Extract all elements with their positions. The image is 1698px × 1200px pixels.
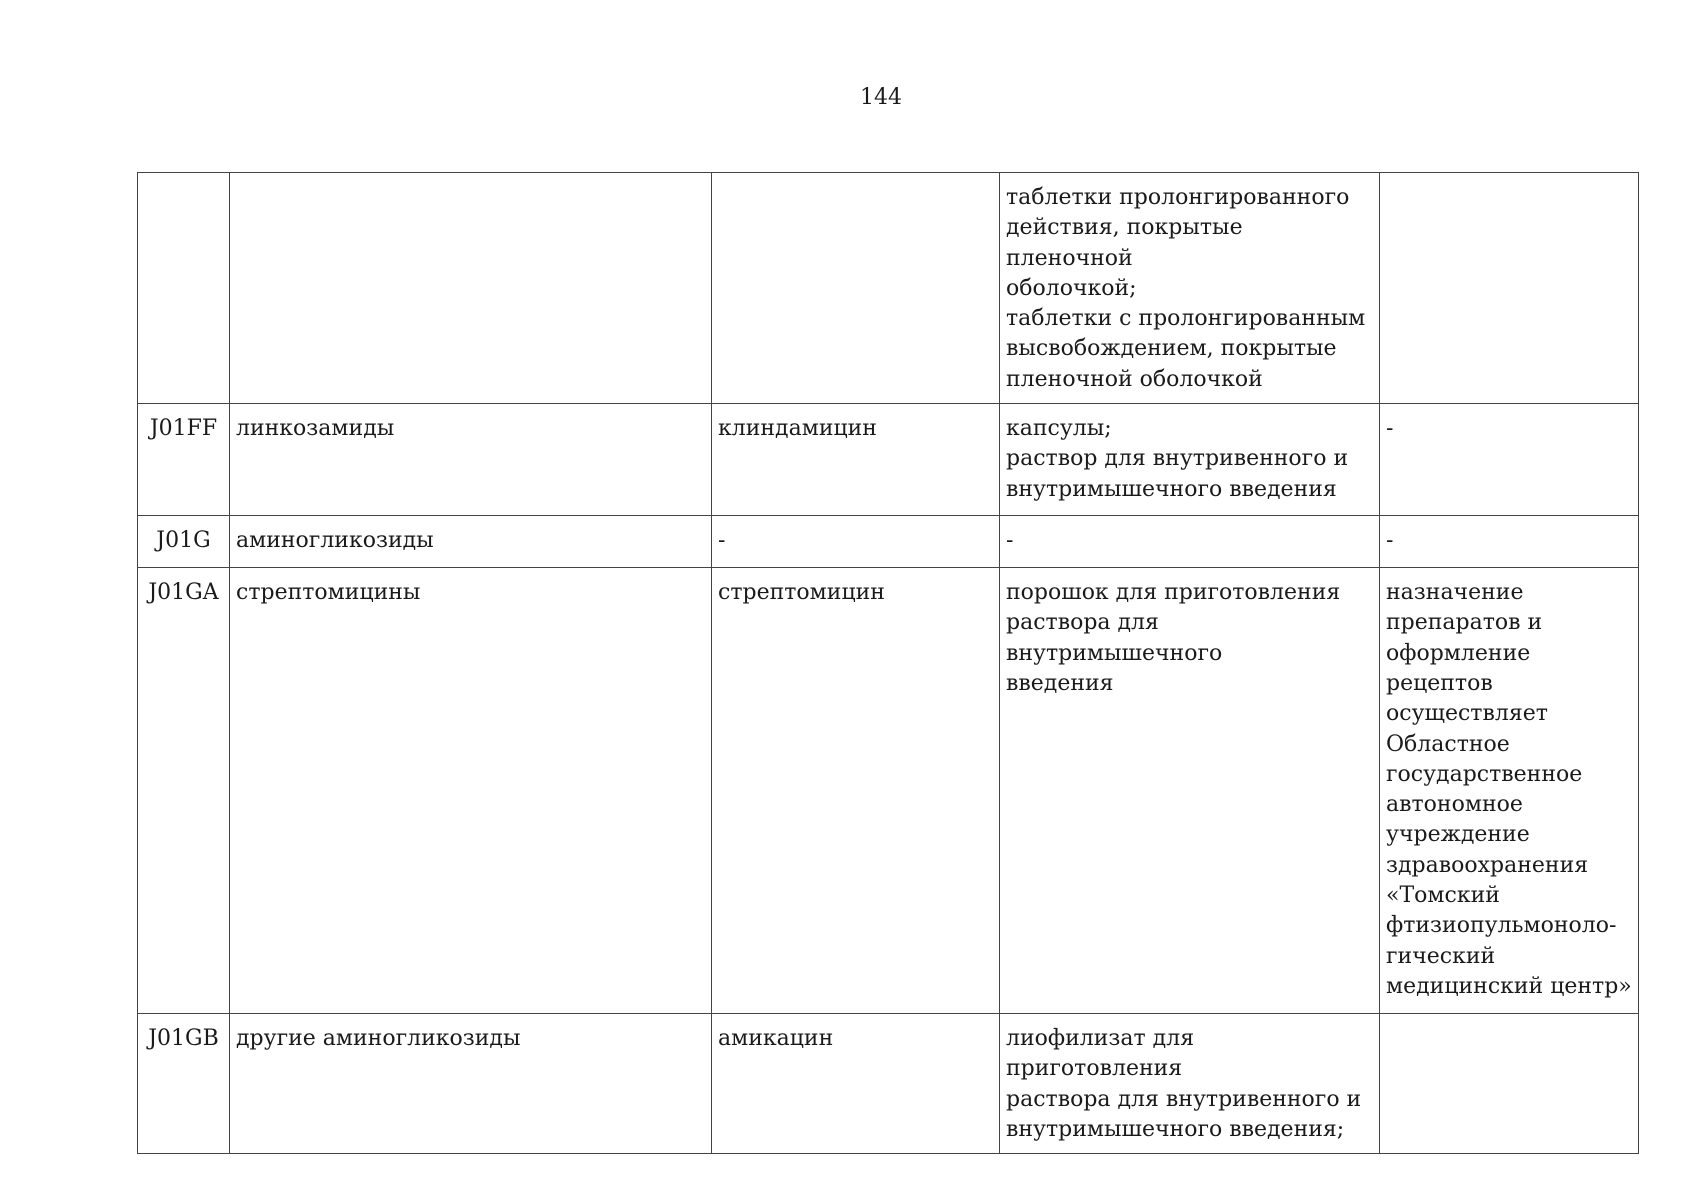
note-line: -: [1386, 528, 1394, 554]
drug-table: [137, 172, 1639, 1154]
dosage-form-line: действия, покрытые пленочной: [1006, 215, 1243, 271]
note-line: автономное: [1386, 792, 1523, 818]
table-row: [138, 568, 1639, 1014]
atc-code-cell: J01G: [138, 516, 230, 568]
dosage-form-line: внутримышечного введения;: [1006, 1116, 1345, 1142]
dosage-form-line: капсулы;: [1006, 416, 1112, 442]
dosage-form-line: таблетки с пролонгированным: [1006, 306, 1366, 332]
dosage-form-line: пленочной оболочкой: [1006, 366, 1263, 392]
note-line: гический: [1386, 943, 1496, 969]
note-cell: [1380, 173, 1639, 404]
substance-cell: -: [712, 516, 1000, 568]
note-line: осуществляет: [1386, 701, 1548, 727]
substance-cell: стрептомицин: [712, 568, 1000, 1014]
dosage-form-line: лиофилизат для приготовления: [1006, 1026, 1195, 1082]
note-line: здравоохранения: [1386, 852, 1589, 878]
table-row: [138, 173, 1639, 404]
table-row: [138, 516, 1639, 568]
note-line: -: [1386, 416, 1394, 442]
atc-code-cell: [138, 173, 230, 404]
substance-cell: амикацин: [712, 1014, 1000, 1154]
note-line: учреждение: [1386, 822, 1530, 848]
note-line: препаратов и: [1386, 610, 1543, 636]
dosage-form-line: высвобождением, покрытые: [1006, 336, 1337, 362]
atc-code-cell: J01FF: [138, 404, 230, 516]
note-line: Областное: [1386, 731, 1510, 757]
drug-group-cell: аминогликозиды: [230, 516, 712, 568]
dosage-forms-cell: [1000, 404, 1380, 516]
atc-code-cell: J01GB: [138, 1014, 230, 1154]
note-line: оформление: [1386, 640, 1531, 666]
dosage-form-line: введения: [1006, 670, 1114, 696]
substance-cell: клиндамицин: [712, 404, 1000, 516]
dosage-form-line: внутримышечного введения: [1006, 476, 1337, 502]
dosage-forms-cell: [1000, 516, 1380, 568]
dosage-form-line: -: [1006, 528, 1014, 554]
drug-group-cell: другие аминогликозиды: [230, 1014, 712, 1154]
table-row: [138, 1014, 1639, 1154]
dosage-form-line: раствор для внутривенного и: [1006, 446, 1349, 472]
drug-group-cell: линкозамиды: [230, 404, 712, 516]
dosage-form-line: порошок для приготовления: [1006, 580, 1341, 606]
note-line: рецептов: [1386, 670, 1493, 696]
note-line: фтизиопульмоноло-: [1386, 913, 1617, 939]
table-row: [138, 404, 1639, 516]
atc-code-cell: J01GA: [138, 568, 230, 1014]
dosage-form-line: оболочкой;: [1006, 275, 1137, 301]
substance-cell: [712, 173, 1000, 404]
dosage-form-line: раствора для внутривенного и: [1006, 1086, 1362, 1112]
dosage-form-line: таблетки пролонгированного: [1006, 185, 1350, 210]
dosage-forms-cell: [1000, 173, 1380, 404]
drug-group-cell: стрептомицины: [230, 568, 712, 1014]
note-line: «Томский: [1386, 883, 1500, 909]
note-cell: [1380, 568, 1639, 1014]
dosage-forms-cell: [1000, 1014, 1380, 1154]
dosage-forms-cell: [1000, 568, 1380, 1014]
drug-group-cell: [230, 173, 712, 404]
note-cell: [1380, 1014, 1639, 1154]
note-cell: [1380, 404, 1639, 516]
note-line: назначение: [1386, 580, 1524, 606]
note-line: медицинский центр»: [1386, 973, 1632, 999]
note-line: государственное: [1386, 761, 1583, 787]
note-cell: [1380, 516, 1639, 568]
page-number: 144: [860, 85, 902, 110]
dosage-form-line: раствора для внутримышечного: [1006, 610, 1223, 666]
